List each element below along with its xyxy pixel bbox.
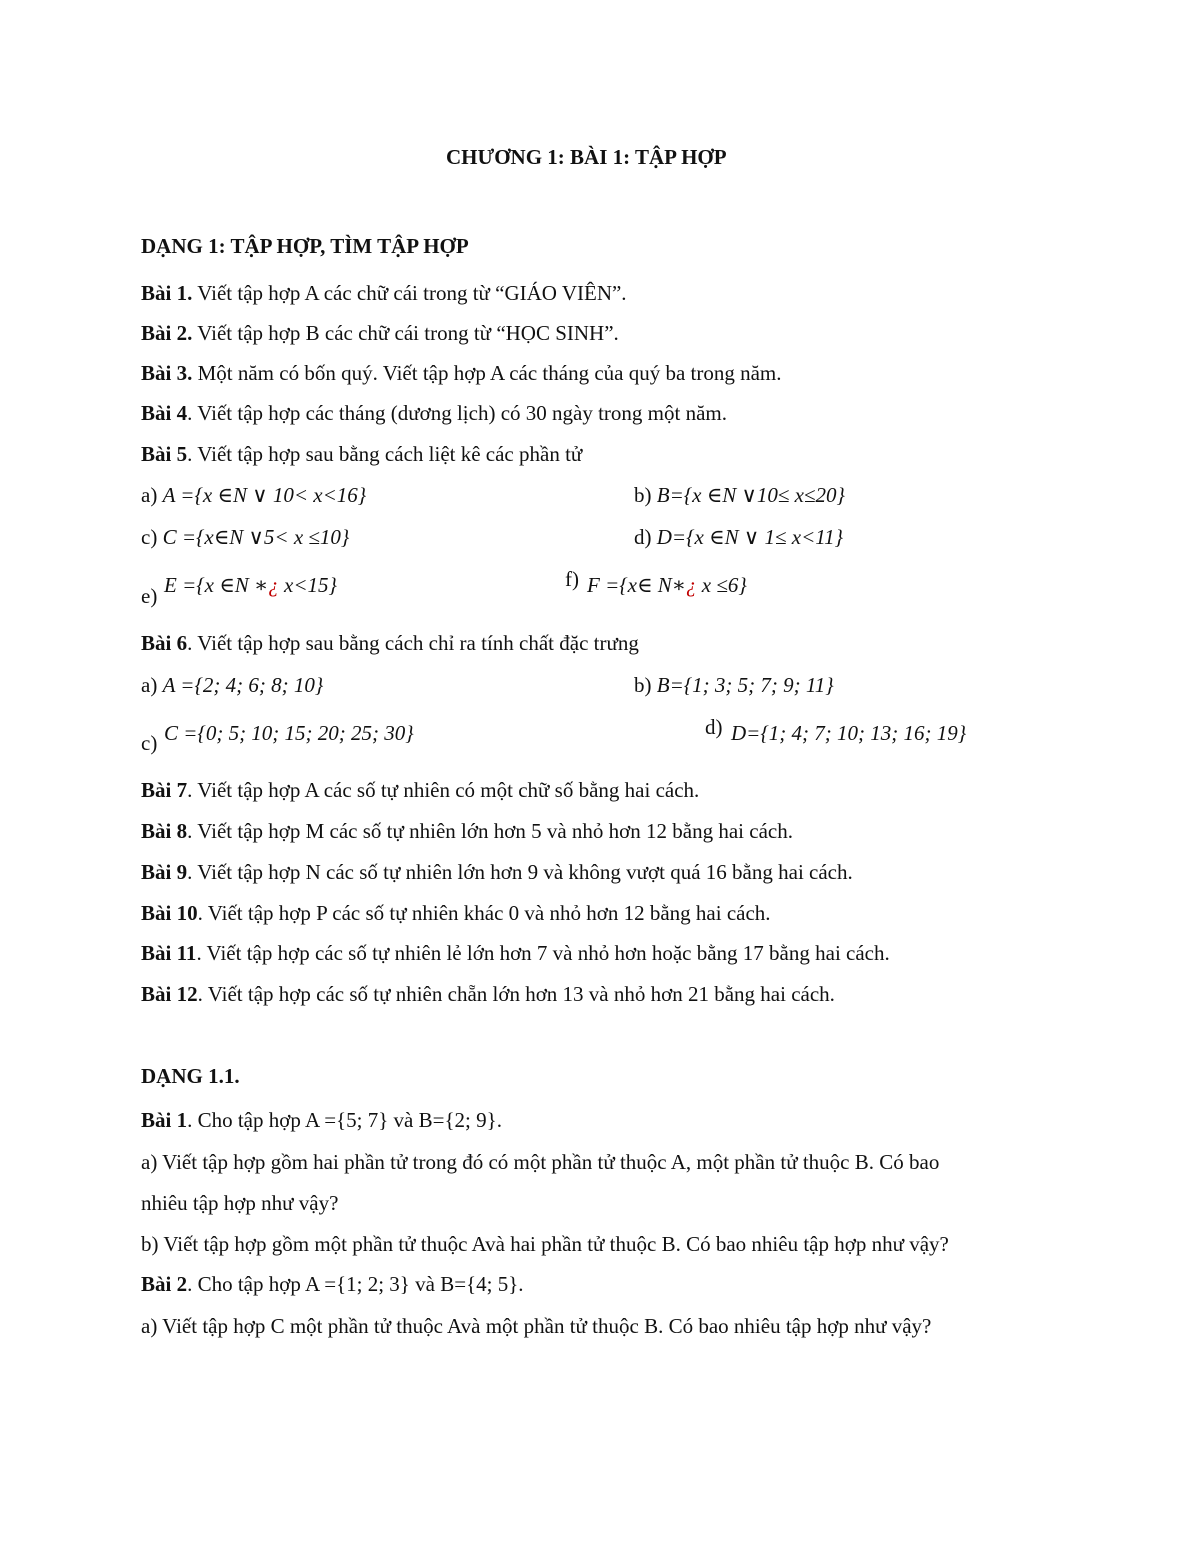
exercise-text: . Viết tập hợp A các số tự nhiên có một chữ số bằng hai cách. [187, 778, 700, 802]
exercise-label: Bài 2 [141, 1272, 188, 1296]
exercise-label: Bài 6 [141, 631, 188, 655]
exercise-label: Bài 7 [141, 778, 188, 802]
exercise-6-d-label: d) [705, 715, 723, 739]
section-heading-dang-1-1: DẠNG 1.1. [141, 1064, 240, 1088]
math-expression: A ={2; 4; 6; 8; 10} [162, 673, 324, 697]
exercise-text: . Viết tập hợp P các số tự nhiên khác 0 và nhỏ hơn 12 bằng hai cách. [197, 901, 771, 925]
broken-glyph: ¿ [686, 573, 697, 597]
exercise-label: Bài 8 [141, 819, 188, 843]
exercise-label: Bài 4 [141, 401, 188, 425]
math-expression: D={x ∈N ∨ 1≤ x<11} [656, 525, 844, 549]
exercise-3 [141, 360, 782, 386]
exercise-5 [141, 441, 582, 467]
exercise-text: . Viết tập hợp các số tự nhiên chẵn lớn hơn 13 và nhỏ hơn 21 bằng hai cách. [197, 982, 835, 1006]
exercise-text: . Cho tập hợp A ={1; 2; 3} và B={4; 5}. [187, 1272, 524, 1296]
exercise-label: Bài 2. [141, 321, 193, 345]
exercise-4 [141, 400, 727, 426]
broken-glyph: ¿ [268, 573, 279, 597]
exercise-label: Bài 5 [141, 442, 188, 466]
exercise-5-a [141, 482, 366, 508]
exercise-2 [141, 320, 619, 346]
exercise-5-b [634, 482, 845, 508]
exercise-text: Một năm có bốn quý. Viết tập hợp A các tháng của quý ba trong năm. [197, 361, 782, 385]
exercise-text: Viết tập hợp A các chữ cái trong từ “GIÁO VIÊN”. [197, 281, 627, 305]
math-expression: E ={x ∈N ∗ [164, 573, 269, 597]
exercise-1 [141, 280, 627, 306]
item-label: a) [141, 483, 158, 507]
exercise-5-f [587, 572, 747, 598]
math-expression: x<15} [278, 573, 337, 597]
exercise-5-d [634, 524, 843, 550]
exercise-6-b [634, 672, 834, 698]
math-expression: F ={x∈ N∗ [587, 573, 687, 597]
exercise-5-e-label: e) [141, 584, 158, 608]
exercise-label: Bài 10 [141, 901, 198, 925]
exercise-text: Viết tập hợp B các chữ cái trong từ “HỌC SINH”. [197, 321, 619, 345]
exercise-6 [141, 630, 639, 656]
exercise-label: Bài 1 [141, 1108, 188, 1132]
exercise-6-c-label: c) [141, 731, 158, 755]
exercise-label: Bài 9 [141, 860, 188, 884]
exercise-6-a [141, 672, 323, 698]
math-expression: B={1; 3; 5; 7; 9; 11} [656, 673, 834, 697]
math-expression: A ={x ∈N ∨ 10< x<16} [162, 483, 367, 507]
exercise-text: . Viết tập hợp sau bằng cách liệt kê các phần tử [187, 442, 583, 466]
exercise-5-f-label: f) [565, 567, 579, 591]
exercise-2-1-a: a) Viết tập hợp gồm hai phần tử trong đó có một phần tử thuộc A, một phần tử thuộc B. Có bao [141, 1150, 940, 1174]
exercise-label: Bài 11 [141, 941, 197, 965]
exercise-2-1-a-cont: nhiêu tập hợp như vậy? [141, 1191, 339, 1215]
exercise-text: . Cho tập hợp A ={5; 7} và B={2; 9}. [187, 1108, 502, 1132]
exercise-10 [141, 900, 771, 926]
exercise-8 [141, 818, 793, 844]
item-label: b) [634, 483, 652, 507]
exercise-9 [141, 859, 853, 885]
item-label: c) [141, 525, 158, 549]
exercise-7 [141, 777, 699, 803]
math-expression: x ≤6} [696, 573, 747, 597]
exercise-5-e [164, 572, 337, 598]
item-label: a) [141, 673, 158, 697]
item-label: d) [634, 525, 652, 549]
exercise-5-c [141, 524, 349, 550]
math-expression: D={1; 4; 7; 10; 13; 16; 19} [731, 721, 967, 745]
math-expression: C ={0; 5; 10; 15; 20; 25; 30} [164, 721, 414, 745]
exercise-text: . Viết tập hợp các số tự nhiên lẻ lớn hơn 7 và nhỏ hơn hoặc bằng 17 bằng hai cách. [196, 941, 890, 965]
section-heading-dang-1: DẠNG 1: TẬP HỢP, TÌM TẬP HỢP [141, 234, 469, 258]
exercise-text: . Viết tập hợp các tháng (dương lịch) có 30 ngày trong một năm. [187, 401, 727, 425]
exercise-label: Bài 1. [141, 281, 193, 305]
math-expression: B={x ∈N ∨10≤ x≤20} [656, 483, 845, 507]
exercise-label: Bài 3. [141, 361, 193, 385]
exercise-label: Bài 12 [141, 982, 198, 1006]
exercise-12 [141, 981, 835, 1007]
exercise-2-2 [141, 1271, 524, 1297]
item-label: b) [634, 673, 652, 697]
exercise-11 [141, 940, 890, 966]
exercise-2-1 [141, 1107, 502, 1133]
math-expression: C ={x∈N ∨5< x ≤10} [162, 525, 350, 549]
exercise-2-2-a: a) Viết tập hợp C một phần tử thuộc Avà một phần tử thuộc B. Có bao nhiêu tập hợp như vậy? [141, 1314, 932, 1338]
exercise-6-d [731, 720, 966, 746]
exercise-text: . Viết tập hợp M các số tự nhiên lớn hơn 5 và nhỏ hơn 12 bằng hai cách. [187, 819, 793, 843]
exercise-text: . Viết tập hợp N các số tự nhiên lớn hơn 9 và không vượt quá 16 bằng hai cách. [187, 860, 853, 884]
exercise-2-1-b: b) Viết tập hợp gồm một phần tử thuộc Avà hai phần tử thuộc B. Có bao nhiêu tập hợp như vậy? [141, 1232, 949, 1256]
page-title: CHƯƠNG 1: BÀI 1: TẬP HỢP [446, 145, 727, 169]
exercise-6-c [164, 720, 414, 746]
exercise-text: . Viết tập hợp sau bằng cách chỉ ra tính chất đặc trưng [187, 631, 639, 655]
